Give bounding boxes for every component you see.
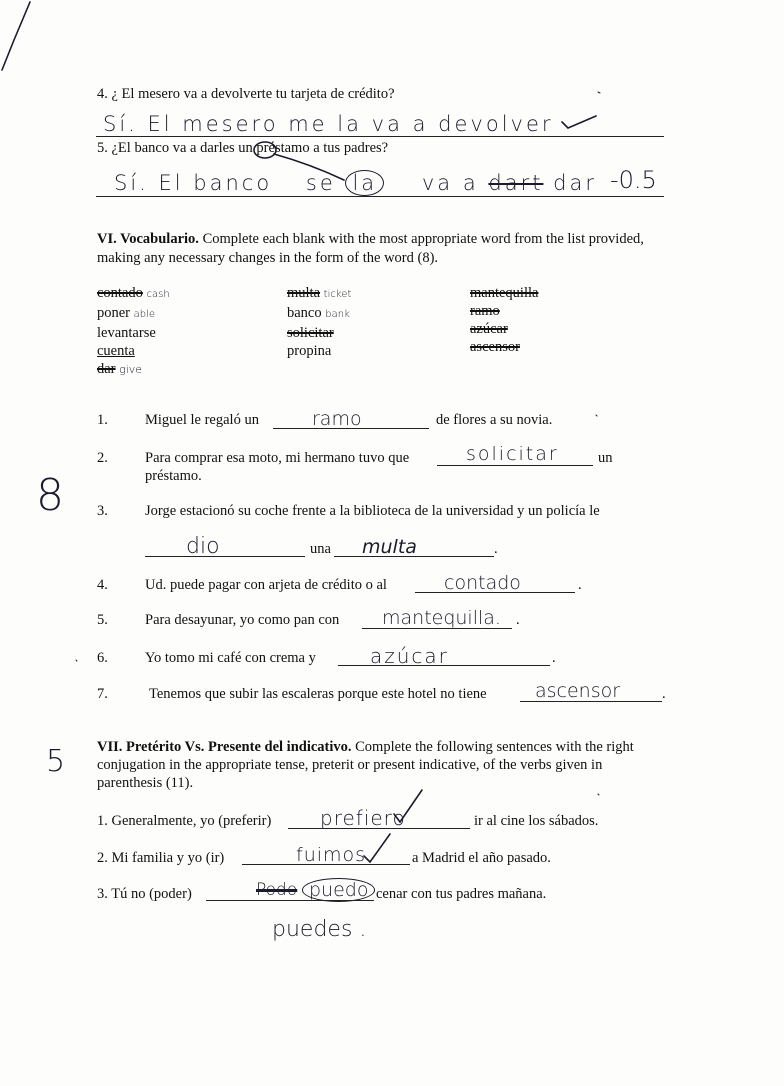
word-bank-item: azúcar (470, 321, 508, 337)
word-bank-item: levantarse (97, 325, 156, 341)
q5-answer: Sí. El banco se la va a dart dar (114, 171, 597, 195)
vocab-answer-1: ramo (312, 408, 362, 430)
word-bank-item: solicitar (287, 325, 334, 341)
conj-item-3: 3. Tú no (poder) (97, 886, 192, 902)
word-bank-item: contado cash (97, 285, 170, 301)
vocab-answer-2: solicitar (466, 443, 559, 465)
word-bank-item: mantequilla (470, 285, 539, 301)
conj-item-2: 2. Mi familia y yo (ir) (97, 850, 225, 866)
vocab-item-3: 3. Jorge estacionó su coche frente a la biblioteca de la universidad y un policía le (97, 503, 600, 519)
q5-score: -0.5 (610, 166, 657, 194)
vocab-item-1: 1. Miguel le regaló un (97, 412, 259, 428)
vocab-answer-6: azúcar (370, 644, 449, 668)
word-bank-item: banco bank (287, 305, 350, 321)
vocab-answer-5: mantequilla. (382, 607, 501, 629)
word-bank-item: cuenta (97, 343, 135, 359)
vocab-item-2: 2. Para comprar esa moto, mi hermano tuvo que (97, 450, 410, 466)
teacher-correction: puedes . (272, 917, 367, 942)
section-vii-score: 5 (46, 744, 66, 779)
q4-question: 4. ¿ El mesero va a devolverte tu tarjeta de crédito? (97, 86, 395, 102)
conj-item-1: 1. Generalmente, yo (preferir) (97, 813, 272, 829)
vocab-item-7: 7. Tenemos que subir las escaleras porque este hotel no tiene (97, 686, 487, 702)
word-bank-item: poner able (97, 305, 156, 321)
conj-answer-2: fuimos (296, 844, 367, 866)
conj-answer-3-crossed: Podo (256, 880, 298, 900)
conj-answer-3: puedo (302, 878, 375, 902)
word-bank-item: ramo (470, 303, 500, 319)
vocab-answer-7: ascensor (535, 680, 621, 702)
vocab-answer-3b: multa (362, 536, 417, 558)
vocab-item-4: 4. Ud. puede pagar con arjeta de crédito o al (97, 577, 387, 593)
section-vi-score: 8 (36, 470, 64, 521)
conj-answer-1: prefiero (320, 806, 406, 830)
vocab-item-5: 5. Para desayunar, yo como pan con (97, 612, 340, 628)
q5-question: 5. ¿El banco va a darles un préstamo a tus padres? (97, 140, 389, 156)
q4-answer: Sí. El mesero me la va a devolver (103, 112, 554, 136)
vocab-answer-3a: dio (186, 534, 220, 559)
word-bank-item: propina (287, 343, 332, 359)
word-bank-item: multa ticket (287, 285, 352, 301)
word-bank-item: dar give (97, 361, 143, 377)
vocab-answer-4: contado (444, 572, 521, 594)
section-vii-header: VII. Pretérito Vs. Presente del indicativo. Complete the following sentences with the right conjugation in the appropriate tense, preterit or present indicative, of the verbs given in parenthesis (11). (97, 739, 634, 791)
section-vi-header: VI. Vocabulario. Complete each blank with the most appropriate word from the list provided, making any necessary changes in the form of the word (8). (97, 231, 644, 266)
word-bank-item: ascensor (470, 339, 520, 355)
vocab-item-6: 6. Yo tomo mi café con crema y (97, 650, 316, 666)
